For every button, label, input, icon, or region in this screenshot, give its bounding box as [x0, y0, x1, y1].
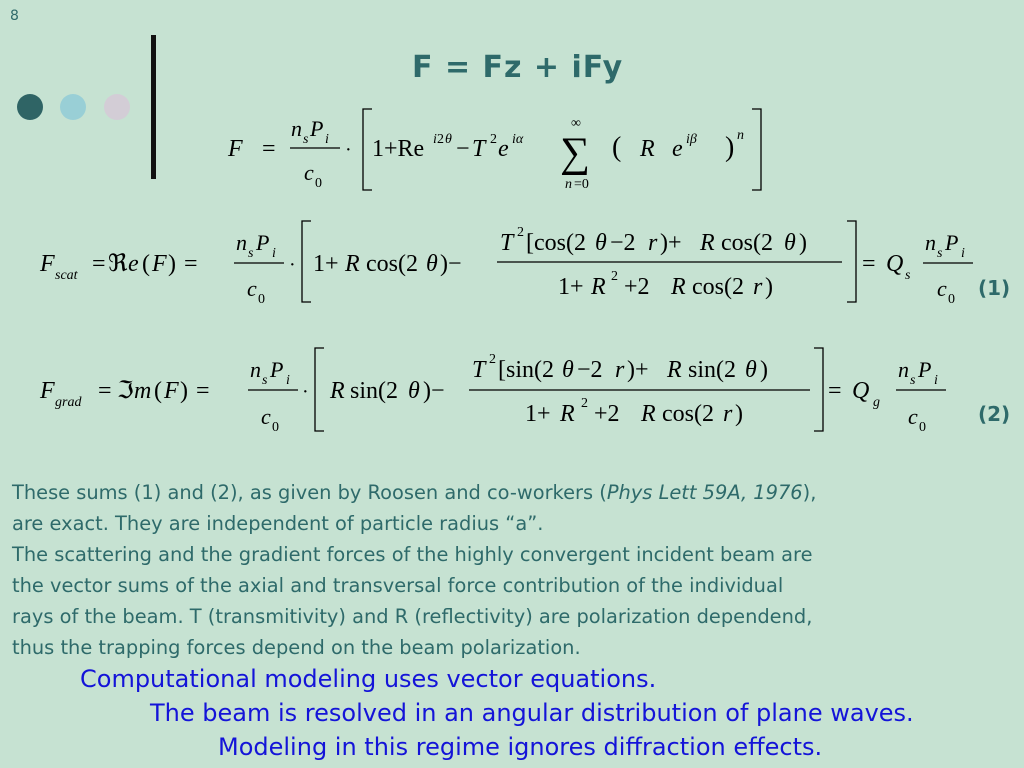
svg-text:i: i [433, 132, 437, 147]
svg-text:c: c [304, 160, 314, 185]
svg-text:2: 2 [581, 396, 588, 411]
svg-text:·: · [345, 139, 352, 161]
svg-text:(: ( [154, 378, 162, 404]
equation-f-scat [39, 221, 973, 307]
svg-text:R: R [641, 401, 656, 427]
svg-text:R: R [330, 378, 345, 404]
svg-text:−: − [456, 136, 470, 162]
svg-text:Q: Q [852, 378, 870, 404]
svg-text:): ) [760, 357, 768, 383]
svg-text:θ: θ [595, 230, 607, 256]
svg-text:=0: =0 [574, 177, 589, 192]
svg-text:e: e [672, 136, 683, 162]
body-line-1-start: These sums (1) and (2), as given by Roosen and co-workers ( [12, 481, 607, 504]
svg-text:n: n [737, 128, 744, 143]
svg-text:θ: θ [562, 357, 574, 383]
svg-text:n: n [291, 116, 302, 141]
svg-text:∞: ∞ [571, 116, 581, 131]
svg-text:θ: θ [408, 378, 420, 404]
svg-text:i: i [934, 373, 938, 388]
body-line-3: The scattering and the gradient forces of the highly convergent incident beam are [12, 543, 813, 566]
svg-text:)+: )+ [627, 357, 649, 383]
svg-text:[sin(2: [sin(2 [498, 357, 554, 383]
svg-text:c: c [937, 276, 947, 301]
svg-text:F: F [40, 251, 55, 277]
svg-text:n: n [250, 357, 261, 382]
svg-text:n: n [236, 230, 247, 255]
body-line-4: the vector sums of the axial and transversal force contribution of the individual [12, 574, 784, 597]
svg-text:−2: −2 [610, 230, 636, 256]
svg-text:F: F [164, 378, 179, 404]
svg-text:1+: 1+ [313, 251, 339, 277]
svg-text:F: F [228, 136, 243, 162]
svg-text:F: F [152, 251, 167, 277]
equation-1-number: (1) [978, 276, 1011, 300]
svg-text:g: g [873, 395, 880, 410]
svg-text:=: = [828, 378, 842, 404]
svg-text:+2: +2 [594, 401, 620, 427]
svg-text:=: = [92, 251, 106, 277]
svg-text:sin(2: sin(2 [350, 378, 398, 404]
svg-text:s: s [303, 132, 309, 147]
svg-text:·: · [302, 381, 309, 403]
svg-text:P: P [918, 357, 932, 382]
note-line-1: Computational modeling uses vector equations. [80, 665, 657, 693]
svg-text:=: = [262, 136, 276, 162]
svg-text:P: P [256, 230, 270, 255]
svg-text:R: R [667, 357, 682, 383]
note-line-3: Modeling in this regime ignores diffraction effects. [218, 733, 823, 761]
svg-text:∑: ∑ [560, 130, 590, 176]
svg-text:n: n [565, 177, 572, 192]
svg-text:)−: )− [440, 251, 462, 277]
svg-text:cos(2: cos(2 [721, 230, 773, 256]
svg-text:r: r [723, 401, 733, 427]
svg-text:i: i [286, 373, 290, 388]
svg-text:−2: −2 [577, 357, 603, 383]
svg-text:iβ: iβ [686, 132, 697, 147]
svg-text:2: 2 [517, 225, 524, 240]
svg-text:T: T [472, 357, 486, 383]
svg-text:)+: )+ [660, 230, 682, 256]
svg-text:c: c [261, 404, 271, 429]
svg-text:n: n [898, 357, 909, 382]
svg-text:0: 0 [919, 420, 926, 435]
svg-text:ℑ: ℑ [117, 378, 134, 404]
body-paragraph [12, 477, 1017, 663]
svg-text:R: R [345, 251, 360, 277]
svg-text:m: m [134, 378, 152, 404]
svg-text:cos(2: cos(2 [366, 251, 418, 277]
body-line-6: thus the trapping forces depend on the beam polarization. [12, 636, 581, 659]
svg-text:i: i [325, 132, 329, 147]
equation-2-number: (2) [978, 402, 1011, 426]
body-line-1-end: ), [802, 481, 817, 504]
svg-text:): ) [799, 230, 807, 256]
note-line-2: The beam is resolved in an angular distribution of plane waves. [150, 699, 914, 727]
svg-text:1+: 1+ [525, 401, 551, 427]
svg-text:2: 2 [437, 132, 444, 147]
svg-text:P: P [270, 357, 284, 382]
svg-text:R: R [591, 274, 606, 300]
svg-text:F: F [40, 378, 55, 404]
svg-text:0: 0 [272, 420, 279, 435]
svg-text:R: R [700, 230, 715, 256]
svg-text:=: = [862, 251, 876, 277]
svg-text:): ) [735, 401, 743, 427]
svg-text:): ) [168, 251, 176, 277]
svg-text:ℜ: ℜ [108, 251, 128, 277]
svg-text:sin(2: sin(2 [688, 357, 736, 383]
svg-text:·: · [289, 254, 296, 276]
svg-text:θ: θ [445, 132, 452, 147]
svg-text:cos(2: cos(2 [692, 274, 744, 300]
svg-text:s: s [910, 373, 916, 388]
svg-text:0: 0 [315, 176, 322, 191]
equation-f-grad [39, 348, 946, 435]
svg-text:+2: +2 [624, 274, 650, 300]
citation-reference: Phys Lett 59A, 1976 [606, 481, 803, 504]
svg-text:s: s [937, 246, 943, 261]
svg-text:2: 2 [490, 132, 497, 147]
svg-text:iα: iα [512, 132, 524, 147]
svg-text:0: 0 [948, 292, 955, 307]
svg-text:T: T [472, 136, 486, 162]
svg-text:c: c [247, 276, 257, 301]
svg-text:θ: θ [745, 357, 757, 383]
svg-text:): ) [765, 274, 773, 300]
svg-text:r: r [615, 357, 625, 383]
svg-text:c: c [908, 404, 918, 429]
svg-text:n: n [925, 230, 936, 255]
svg-text:0: 0 [258, 292, 265, 307]
svg-text:i: i [272, 246, 276, 261]
body-line-5: rays of the beam. T (transmitivity) and R (reflectivity) are polarization dependend, [12, 605, 813, 628]
svg-text:T: T [500, 230, 514, 256]
svg-text:s: s [248, 246, 254, 261]
svg-text:1+Re: 1+Re [372, 136, 425, 162]
svg-text:s: s [905, 268, 911, 283]
svg-text:=: = [196, 378, 210, 404]
svg-text:(: ( [142, 251, 150, 277]
svg-text:e: e [128, 251, 139, 277]
svg-text:θ: θ [426, 251, 438, 277]
svg-text:1+: 1+ [558, 274, 584, 300]
svg-text:P: P [945, 230, 959, 255]
svg-text:R: R [560, 401, 575, 427]
svg-text:2: 2 [489, 352, 496, 367]
equation-f-total [227, 109, 761, 192]
svg-text:r: r [753, 274, 763, 300]
svg-text:i: i [961, 246, 965, 261]
body-line-2: are exact. They are independent of particle radius “a”. [12, 512, 544, 535]
svg-text:)−: )− [423, 378, 445, 404]
svg-text:e: e [498, 136, 509, 162]
svg-text:cos(2: cos(2 [662, 401, 714, 427]
slide-title: F = Fz + iFy [412, 50, 624, 85]
svg-text:): ) [725, 132, 735, 163]
slide-number: 8 [10, 8, 19, 24]
svg-text:=: = [184, 251, 198, 277]
svg-text:grad: grad [55, 395, 82, 410]
svg-text:P: P [310, 116, 324, 141]
svg-text:): ) [180, 378, 188, 404]
svg-text:[cos(2: [cos(2 [526, 230, 586, 256]
svg-text:2: 2 [611, 269, 618, 284]
svg-text:R: R [640, 136, 655, 162]
svg-text:s: s [262, 373, 268, 388]
svg-text:(: ( [612, 132, 622, 163]
svg-text:r: r [648, 230, 658, 256]
body-line-1 [12, 477, 1017, 508]
svg-text:Q: Q [886, 251, 904, 277]
svg-text:R: R [671, 274, 686, 300]
svg-text:θ: θ [784, 230, 796, 256]
svg-text:=: = [98, 378, 112, 404]
svg-text:scat: scat [55, 268, 78, 283]
